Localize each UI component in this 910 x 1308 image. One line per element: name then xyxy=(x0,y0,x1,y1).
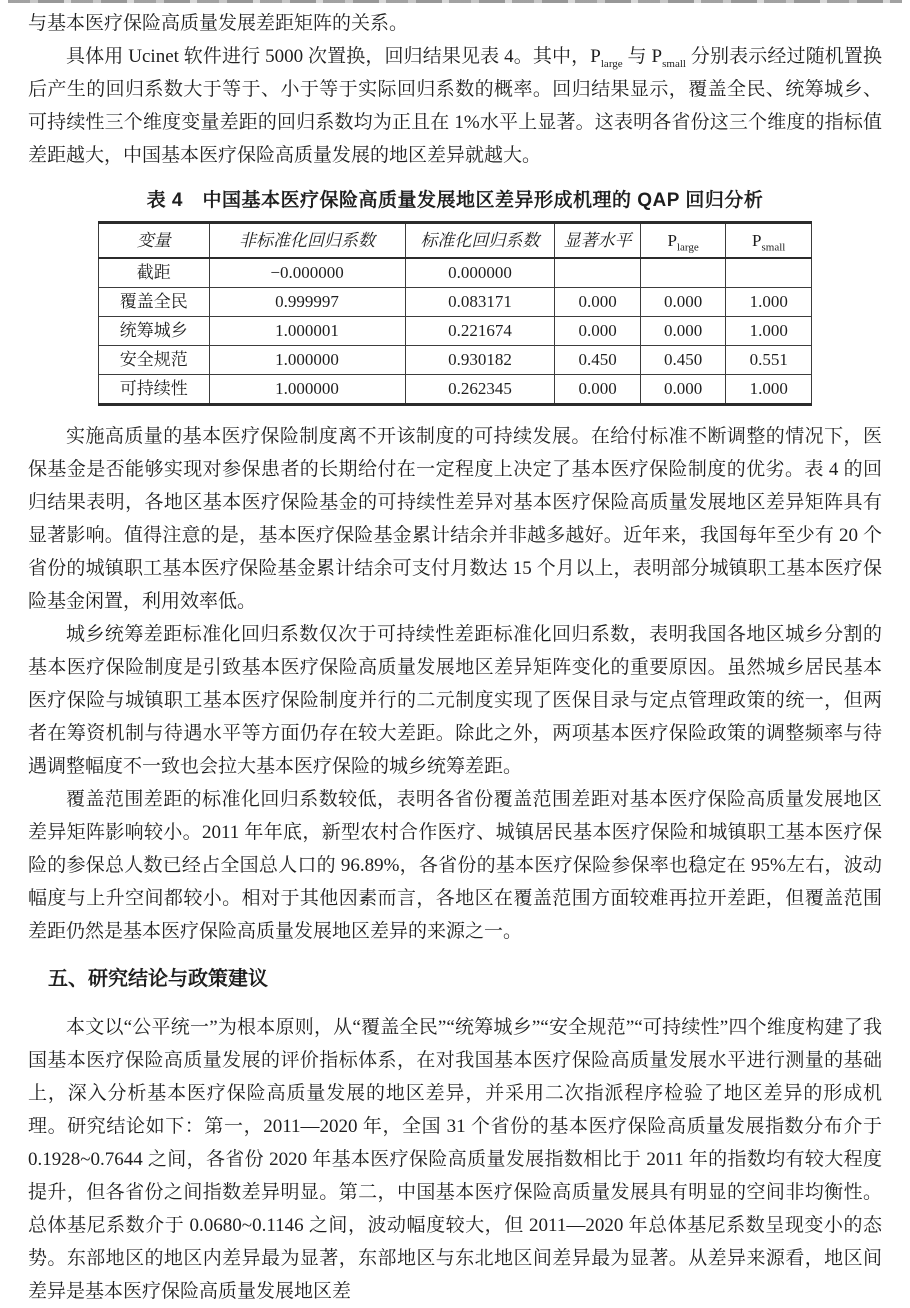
cell-variable: 可持续性 xyxy=(99,375,210,405)
cell-significance: 0.450 xyxy=(555,346,641,375)
paragraph-text: 与基本医疗保险高质量发展差距矩阵的关系。 xyxy=(28,13,409,34)
paragraph-continuation xyxy=(28,7,882,40)
paragraph-text: 覆盖范围差距的标准化回归系数较低，表明各省份覆盖范围差距对基本医疗保险高质量发展地区差异矩阵影响较小。2011 年年底，新型农村合作医疗、城镇居民基本医疗保险和城镇职工基本医疗保险的参保总人数已经占全国总人口的 96.89%，各省份的基本医疗保险参保率也稳定在 95%左右，波动幅度与上升空间都较小。相对于其他因素而言，各地区在覆盖范围方面较难再拉开差距，但覆盖范围差距仍然是基本医疗保险高质量发展地区差异的来源之一。 xyxy=(28,789,882,942)
table-row-safety xyxy=(99,346,812,375)
cell-p-large: 0.000 xyxy=(640,375,726,405)
table4-title: 表 4 中国基本医疗保险高质量发展地区差异形成机理的 QAP 回归分析 xyxy=(146,190,764,211)
table-row-intercept xyxy=(99,258,812,288)
paragraph-text: 分别表示经过随机置换后产生的回归系数大于等于、小于等于实际回归系数的概率。回归结果显示，覆盖全民、统筹城乡、可持续性三个维度变量差距的回归系数均为正且在 1%水平上显著。这表明各省份这三个维度的指标值差距越大，中国基本医疗保险高质量发展的地区差异就越大。 xyxy=(28,46,882,166)
cell-p-small: 1.000 xyxy=(726,375,812,405)
paragraph-conclusions xyxy=(28,1011,882,1308)
paragraph-text: 实施高质量的基本医疗保险制度离不开该制度的可持续发展。在给付标准不断调整的情况下，医保基金是否能够实现对参保患者的长期给付在一定程度上决定了基本医疗保险制度的优劣。表 4 的回归结果表明，各地区基本医疗保险基金的可持续性差异对基本医疗保险高质量发展地区差异矩阵具有显著影响。值得注意的是，基本医疗保险基金累计结余并非越多越好。近年来，我国每年至少有 20 个省份的城镇职工基本医疗保险基金累计结余可支付月数达 15 个月以上，表明部分城镇职工基本医疗保险基金闲置，利用效率低。 xyxy=(28,426,882,612)
col-header-p-large xyxy=(640,223,726,259)
cell-significance: 0.000 xyxy=(555,288,641,317)
p-large-subscript: large xyxy=(600,57,623,70)
cell-unstd-coef: 1.000000 xyxy=(209,375,405,405)
cell-std-coef: 0.262345 xyxy=(405,375,555,405)
table4-qap-regression xyxy=(98,221,812,406)
paragraph-sustainability-analysis xyxy=(28,420,882,618)
table-header-row xyxy=(99,223,812,259)
paragraph-coverage-analysis xyxy=(28,783,882,948)
cell-unstd-coef: 1.000001 xyxy=(209,317,405,346)
cell-p-small: 0.551 xyxy=(726,346,812,375)
cell-significance: 0.000 xyxy=(555,317,641,346)
cell-significance xyxy=(555,258,641,288)
cell-std-coef: 0.930182 xyxy=(405,346,555,375)
paragraph-text: 城乡统筹差距标准化回归系数仅次于可持续性差距标准化回归系数，表明我国各地区城乡分割的基本医疗保险制度是引致基本医疗保险高质量发展地区差异矩阵变化的重要原因。虽然城乡居民基本医疗保险与城镇职工基本医疗保险制度并行的二元制度实现了医保目录与定点管理政策的统一，但两者在筹资机制与待遇水平等方面仍存在较大差距。除此之外，两项基本医疗保险政策的调整频率与待遇调整幅度不一致也会拉大基本医疗保险的城乡统筹差距。 xyxy=(28,624,882,777)
cell-unstd-coef: 1.000000 xyxy=(209,346,405,375)
cell-p-large: 0.000 xyxy=(640,288,726,317)
p-symbol: P xyxy=(667,231,677,250)
col-header-variable: 变量 xyxy=(99,223,210,259)
paragraph-urban-rural-analysis xyxy=(28,618,882,783)
col-header-unstandardized-coef: 非标准化回归系数 xyxy=(209,223,405,259)
cell-variable: 统筹城乡 xyxy=(99,317,210,346)
p-small-subscript: small xyxy=(761,241,786,254)
cell-p-large xyxy=(640,258,726,288)
cell-variable: 安全规范 xyxy=(99,346,210,375)
paragraph-text: 具体用 Ucinet 软件进行 5000 次置换，回归结果见表 4。其中，P xyxy=(66,46,601,67)
table-row-coverage xyxy=(99,288,812,317)
col-header-significance: 显著水平 xyxy=(555,223,641,259)
cell-p-small: 1.000 xyxy=(726,317,812,346)
cell-std-coef: 0.000000 xyxy=(405,258,555,288)
section-heading-conclusions: 五、研究结论与政策建议 xyxy=(48,968,268,990)
p-small-subscript: small xyxy=(662,57,686,70)
cell-p-large: 0.450 xyxy=(640,346,726,375)
paragraph-text: 与 P xyxy=(622,46,663,67)
paragraph-permutation-results xyxy=(28,40,882,172)
cell-p-small xyxy=(726,258,812,288)
cell-std-coef: 0.221674 xyxy=(405,317,555,346)
cell-std-coef: 0.083171 xyxy=(405,288,555,317)
p-large-subscript: large xyxy=(676,241,699,254)
cell-unstd-coef: −0.000000 xyxy=(209,258,405,288)
table-row-urban-rural xyxy=(99,317,812,346)
cell-unstd-coef: 0.999997 xyxy=(209,288,405,317)
cell-p-small: 1.000 xyxy=(726,288,812,317)
col-header-standardized-coef: 标准化回归系数 xyxy=(405,223,555,259)
paragraph-text: 本文以“公平统一”为根本原则，从“覆盖全民”“统筹城乡”“安全规范”“可持续性”四个维度构建了我国基本医疗保险高质量发展的评价指标体系，在对我国基本医疗保险高质量发展水平进行测量的基础上，深入分析基本医疗保险高质量发展的地区差异，并采用二次指派程序检验了地区差异的形成机理。研究结论如下：第一，2011—2020 年，全国 31 个省份的基本医疗保险高质量发展指数分布介于 0.1928~0.7644 之间，各省份 2020 年基本医疗保险高质量发展指数相比于 2011 年的指数均有较大程度提升，但各省份之间指数差异明显。第二，中国基本医疗保险高质量发展具有明显的空间非均衡性。总体基尼系数介于 0.0680~0.1146 之间，波动幅度较大，但 2011—2020 年总体基尼系数呈现变小的态势。东部地区的地区内差异最为显著，东部地区与东北地区间差异最为显著。从差异来源看，地区间差异是基本医疗保险高质量发展地区差 xyxy=(28,1017,882,1302)
cell-variable: 覆盖全民 xyxy=(99,288,210,317)
cell-significance: 0.000 xyxy=(555,375,641,405)
col-header-p-small xyxy=(726,223,812,259)
table-row-sustainability xyxy=(99,375,812,405)
cell-variable: 截距 xyxy=(99,258,210,288)
cell-p-large: 0.000 xyxy=(640,317,726,346)
p-symbol: P xyxy=(752,231,762,250)
